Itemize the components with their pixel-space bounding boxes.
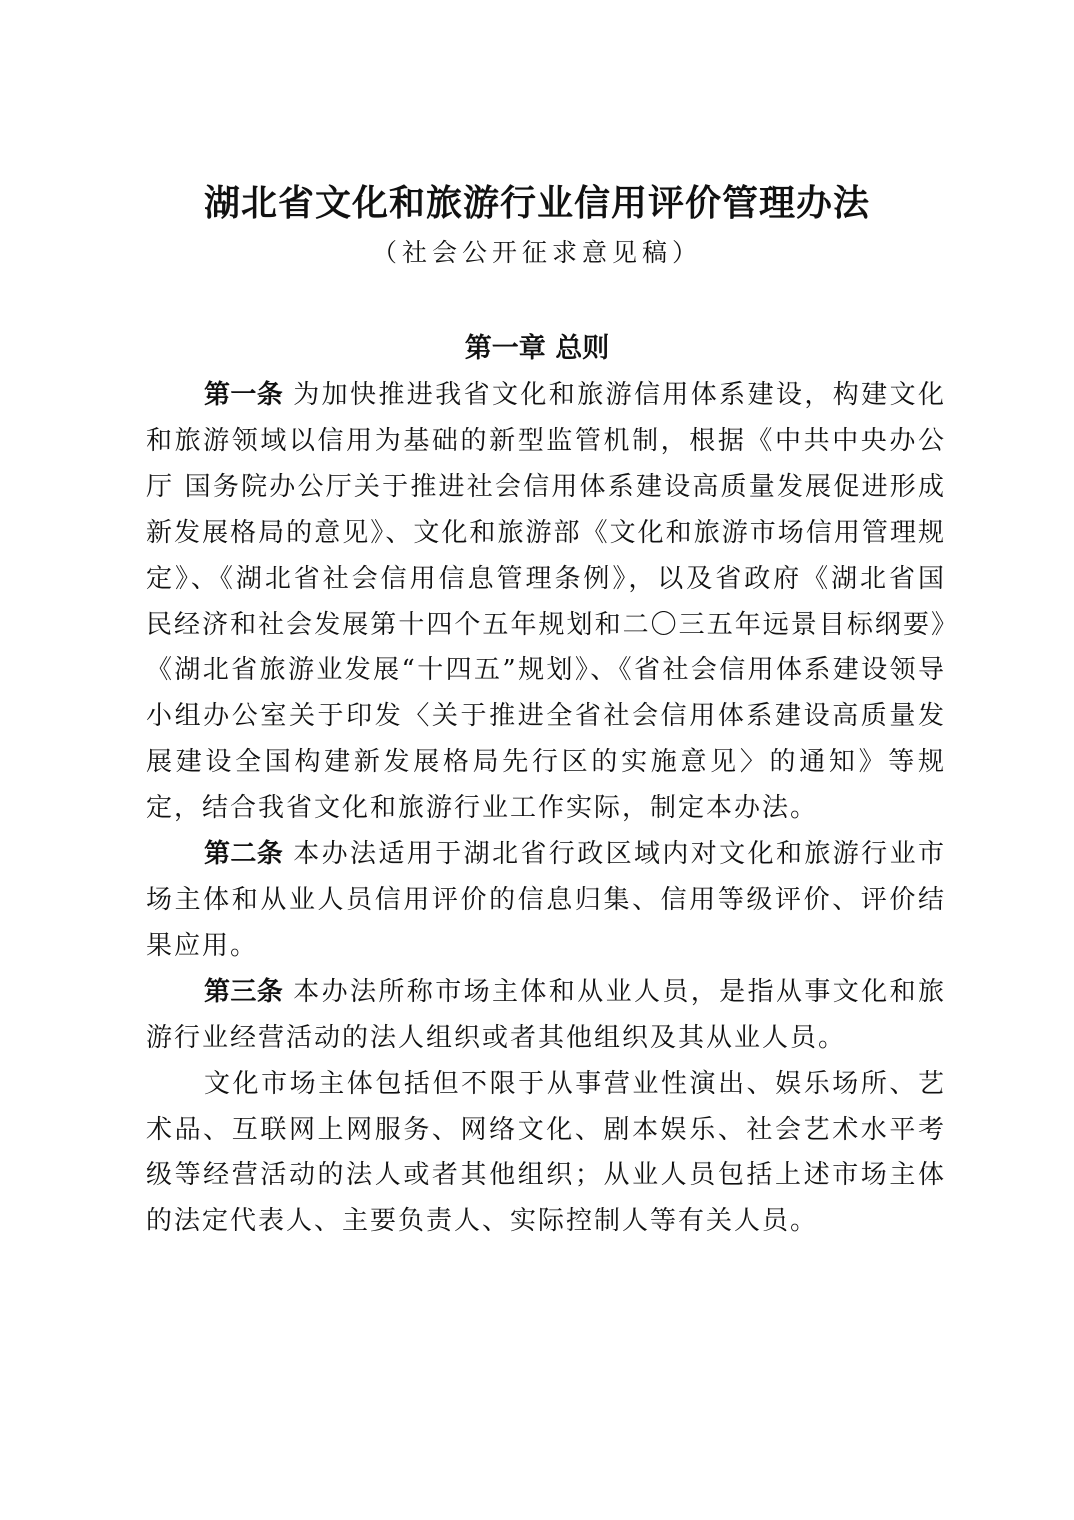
article-text: 本办法适用于湖北省行政区域内对文化和旅游行业市场主体和从业人员信用评价的信息归集、信用等级评价、评价结果应用。 [146,839,946,961]
chapter-heading: 第一章 总则 [464,333,610,364]
article-paragraph-4 [146,1062,946,1246]
article-number: 第三条 [204,976,284,1007]
article-text: 文化市场主体包括但不限于从事营业性演出、娱乐场所、艺术品、互联网上网服务、网络文化、剧本娱乐、社会艺术水平考级等经营活动的法人或者其他组织；从业人员包括上述市场主体的法定代表人、主要负责人、实际控制人等有关人员。 [146,1068,946,1237]
article-number: 第一条 [204,380,284,410]
article-text: 为加快推进我省文化和旅游信用体系建设，构建文化和旅游领域以信用为基础的新型监管机制，根据《中共中央办公厅 国务院办公厅关于推进社会信用体系建设高质量发展促进形成新发展格局的意见》、文化和旅游部《文化和旅游市场信用管理规定》、《湖北省社会信用信息管理条例》，以及省政府《湖北省国民经济和社会发展第十四个五年规划和二〇三五年远景目标纲要》《湖北省旅游业发展“十四五”规划》、《省社会信用体系建设领导小组办公室关于印发〈关于推进全省社会信用体系建设高质量发展建设全国构建新发展格局先行区的实施意见〉的通知》等规定，结合我省文化和旅游行业工作实际，制定本办法。 [146,380,946,824]
article-paragraph-1 [146,373,946,832]
document-subtitle: （社会公开征求意见稿） [371,238,702,267]
document-body [146,373,946,1245]
article-paragraph-3 [146,970,946,1062]
article-text: 本办法所称市场主体和从业人员，是指从事文化和旅游行业经营活动的法人组织或者其他组织及其从业人员。 [146,976,946,1053]
article-number: 第二条 [204,839,284,870]
article-paragraph-2 [146,832,946,970]
document-title: 湖北省文化和旅游行业信用评价管理办法 [203,183,870,224]
